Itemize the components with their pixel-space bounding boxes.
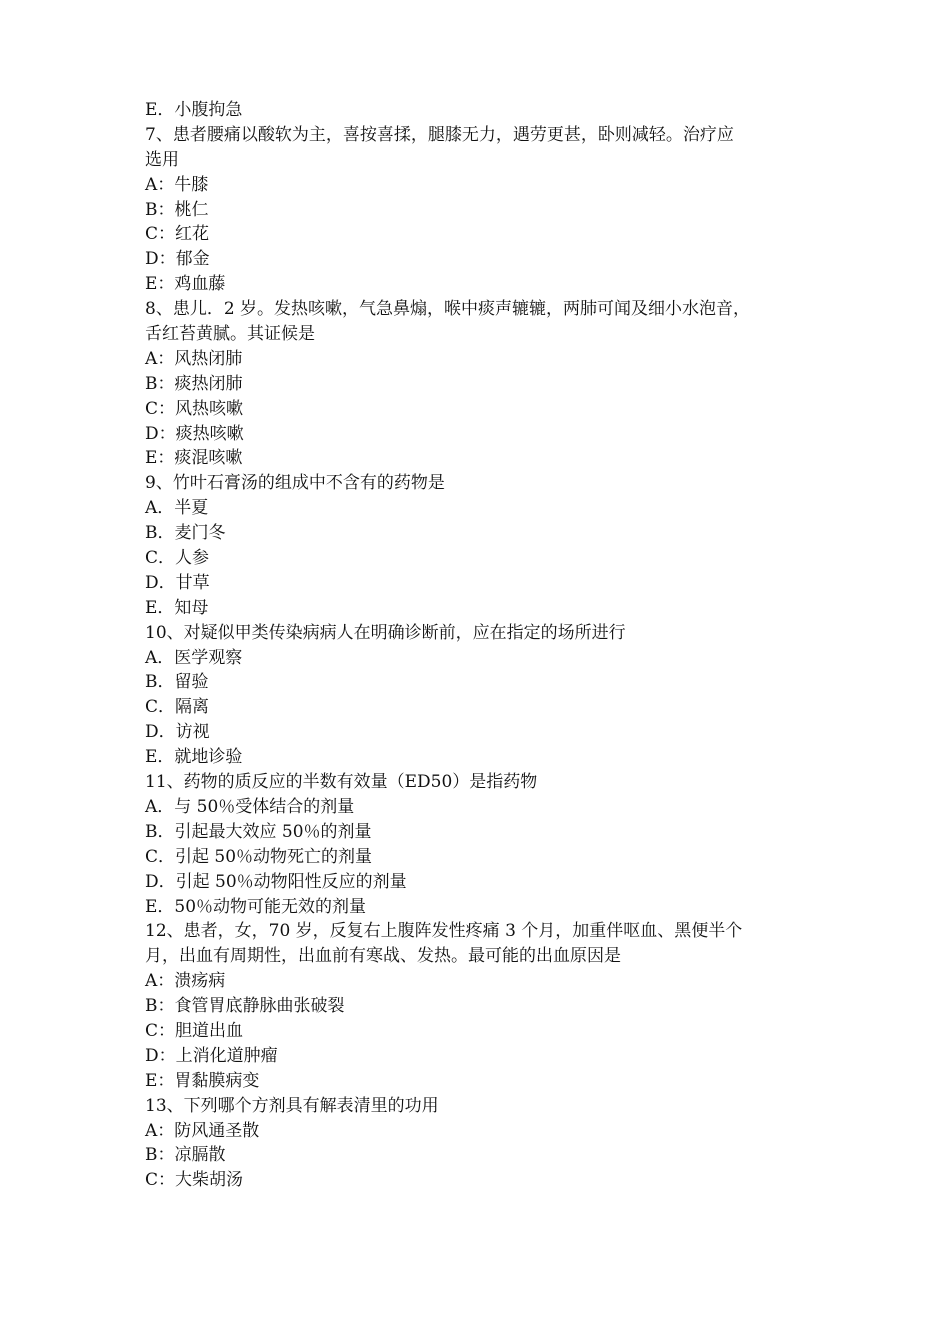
- option-line: C：大柴胡汤: [145, 1170, 244, 1191]
- option-line: D：上消化道肿瘤: [145, 1045, 278, 1066]
- option-line: A．半夏: [145, 498, 209, 519]
- option-line: C．引起 50％动物死亡的剂量: [145, 846, 373, 867]
- question-11-stem: 11、药物的质反应的半数有效量（ED50）是指药物: [145, 772, 538, 793]
- text-line: E．小腹拘急: [145, 100, 243, 120]
- option-line: A：防风通圣散: [145, 1120, 260, 1141]
- option-line: D．访视: [145, 722, 210, 743]
- option-line: C：红花: [145, 224, 210, 245]
- option-line: A：牛膝: [145, 174, 209, 195]
- question-8-stem-cont: 舌红苔黄腻。其证候是: [145, 324, 315, 345]
- option-line: A：溃疡病: [145, 971, 226, 992]
- question-10-stem: 10、对疑似甲类传染病病人在明确诊断前，应在指定的场所进行: [145, 622, 626, 643]
- option-line: B：凉膈散: [145, 1145, 226, 1166]
- option-line: D．引起 50％动物阳性反应的剂量: [145, 871, 407, 892]
- question-7-stem-cont: 选用: [145, 149, 179, 170]
- question-12-stem: 12、患者，女，70 岁，反复右上腹阵发性疼痛 3 个月，加重伴呕血、黑便半个: [145, 921, 743, 942]
- option-line: D．甘草: [145, 572, 210, 593]
- option-line: B．引起最大效应 50％的剂量: [145, 821, 372, 842]
- question-8-stem: 8、患儿．2 岁。发热咳嗽，气急鼻煽，喉中痰声辘辘，两肺可闻及细小水泡音，: [145, 299, 751, 320]
- option-line: E：胃黏膜病变: [145, 1070, 260, 1091]
- option-line: E．知母: [145, 597, 209, 618]
- option-line: C．隔离: [145, 697, 210, 718]
- option-line: A．与 50％受体结合的剂量: [145, 796, 355, 817]
- question-13-stem: 13、下列哪个方剂具有解表清里的功用: [145, 1095, 439, 1116]
- option-line: C：胆道出血: [145, 1020, 244, 1041]
- option-line: B．麦门冬: [145, 523, 226, 544]
- option-line: B：桃仁: [145, 199, 209, 220]
- question-12-stem-cont: 月，出血有周期性，出血前有寒战、发热。最可能的出血原因是: [145, 946, 621, 967]
- option-line: E．50％动物可能无效的剂量: [145, 896, 367, 917]
- option-line: C：风热咳嗽: [145, 398, 244, 419]
- option-line: D：郁金: [145, 249, 210, 270]
- option-line: B：食管胃底静脉曲张破裂: [145, 996, 345, 1017]
- question-7-stem: 7、患者腰痛以酸软为主，喜按喜揉，腿膝无力，遇劳更甚，卧则减轻。治疗应: [145, 124, 734, 145]
- document-body: [145, 98, 810, 1193]
- option-line: E：痰混咳嗽: [145, 448, 243, 469]
- question-9-stem: 9、竹叶石膏汤的组成中不含有的药物是: [145, 473, 445, 494]
- option-line: D：痰热咳嗽: [145, 423, 244, 444]
- option-line: B：痰热闭肺: [145, 373, 243, 394]
- option-line: A．医学观察: [145, 647, 243, 668]
- option-line: A：风热闭肺: [145, 348, 243, 369]
- option-line: B．留验: [145, 672, 209, 693]
- option-line: C．人参: [145, 548, 210, 569]
- option-line: E：鸡血藤: [145, 274, 226, 295]
- option-line: E．就地诊验: [145, 747, 243, 768]
